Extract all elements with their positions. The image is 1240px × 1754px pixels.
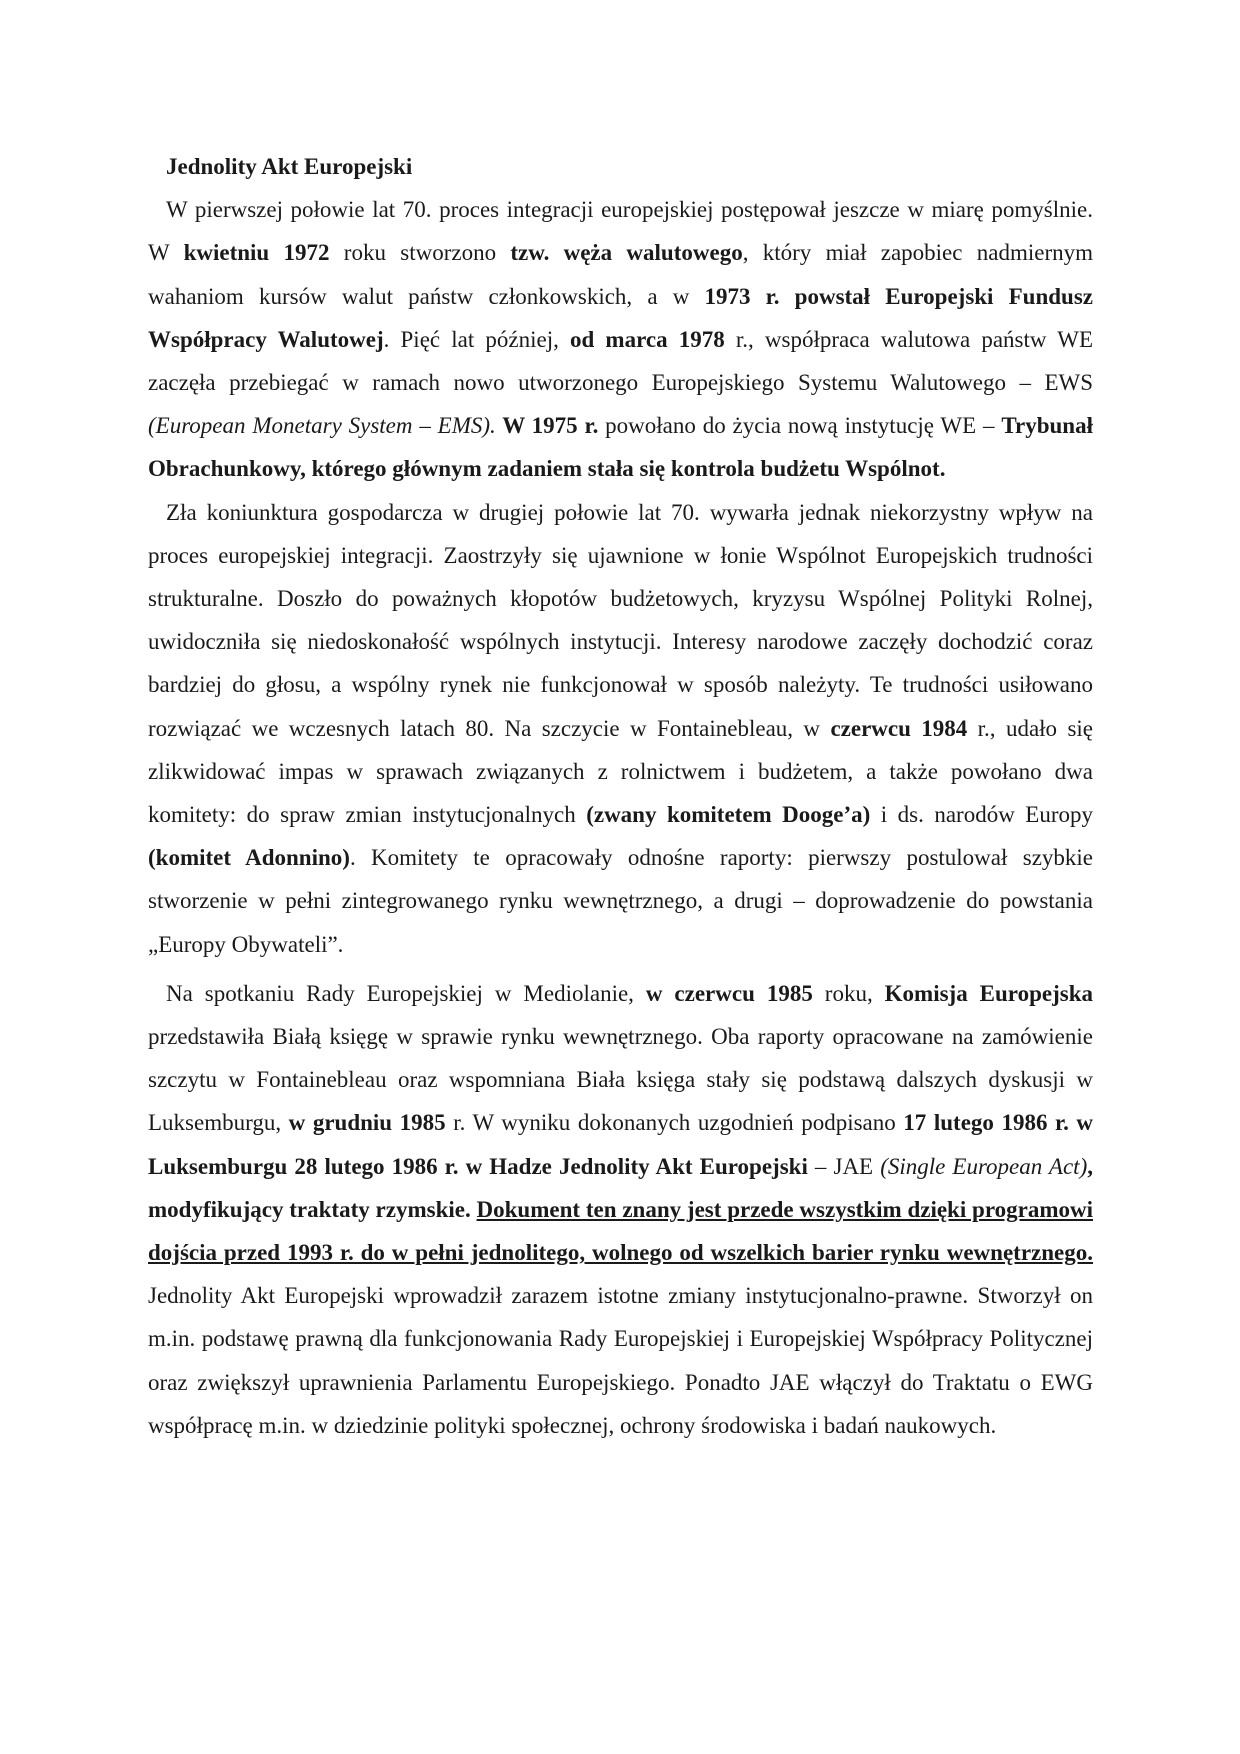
bold-text: 1973 r. powstał Europejski Fundusz Współpracy Walutowej — [148, 283, 1093, 352]
text-run: . Pięć lat później, — [383, 326, 570, 352]
text-run: Zła koniunktura gospodarcza w drugiej połowie lat 70. wywarła jednak niekorzystny wpływ na proces europejskiej integracji. Zaostrzyły się ujawnione w łonie Wspólnot Europejskich trudności strukturalne. Doszło do poważnych kłopotów budżetowych, kryzysu Wspólnej Polityki Rolnej, uwidoczniła się niedoskonałość wspólnych instytucji. Interesy narodowe zaczęły dochodzić coraz bardziej do głosu, a wspólny rynek nie funkcjonował w sposób należyty. Te trudności usiłowano rozwiązać we wczesnych latach 80. Na szczycie w Fontainebleau, w — [148, 499, 1093, 741]
bold-text: kwietniu 1972 — [183, 240, 330, 266]
bold-text: , modyfikujący traktaty rzymskie. — [148, 1153, 1093, 1222]
text-run: Na spotkaniu Rady Europejskiej w Mediolanie, — [166, 980, 646, 1006]
text-run: r., współpraca walutowa państw WE zaczęła przebiegać w ramach nowo utworzonego Europejskiego Systemu Walutowego – EWS — [148, 326, 1093, 396]
bold-text: w grudniu 1985 — [288, 1110, 446, 1136]
text-run: – JAE — [807, 1153, 881, 1179]
paragraph-2 — [148, 491, 1093, 966]
text-run: roku stworzono — [329, 240, 511, 266]
text-run: powołano do życia nową instytucję WE – — [598, 413, 1002, 439]
italic-text: (Single European Act) — [880, 1153, 1088, 1179]
bold-text: od marca 1978 — [569, 326, 725, 352]
bold-text: Komisja Europejska — [884, 980, 1093, 1006]
text-run: , który miał zapobiec nadmiernym wahaniom kursów walut państw członkowskich, a w — [148, 240, 1093, 309]
italic-text: (European Monetary System – EMS). — [148, 413, 496, 439]
text-run: Jednolity Akt Europejski wprowadził zarazem istotne zmiany instytucjonalno-prawne. Stworzył on m.in. podstawę prawną dla funkcjonowania Rady Europejskiej i Europejskiej Współpracy Politycznej oraz zwiększył uprawnienia Parlamentu Europejskiego. Ponadto JAE włączył do Traktatu o EWG współpracę m.in. w dziedzinie polityki społecznej, ochrony środowiska i badań naukowych. — [148, 1283, 1093, 1438]
bold-text: (zwany komitetem Dooge’a) — [586, 802, 871, 828]
text-run: r., udało się zlikwidować impas w sprawach związanych z rolnictwem i budżetem, a także powołano dwa komitety: do spraw zmian instytucjonalnych — [148, 715, 1093, 828]
bold-text: (komitet Adonnino) — [148, 845, 350, 871]
bold-text: W 1975 r. — [495, 413, 599, 439]
bold-text: 17 lutego 1986 r. w Luksemburgu 28 lutego 1986 r. w Hadze Jednolity Akt Europejski — [148, 1110, 1094, 1179]
paragraph-3 — [148, 972, 1093, 1447]
text-run: przedstawiła Białą księgę w sprawie rynku wewnętrznego. Oba raporty opracowane na zamówienie szczytu w Fontainebleau oraz wspomniana Biała księga stały się podstawą dalszych dyskusji w Luksemburgu, — [148, 1024, 1093, 1136]
text-run: i ds. narodów Europy — [870, 802, 1093, 828]
underlined-text: Dokument ten znany jest przede wszystkim dzięki programowi dojścia przed 1993 r. do w pełni jednolitego, wolnego od wszelkich barier rynku wewnętrznego. — [148, 1196, 1093, 1266]
bold-text: czerwcu 1984 — [830, 715, 968, 741]
bold-text: tzw. węża walutowego — [510, 240, 743, 266]
bold-text: w czerwcu 1985 — [645, 980, 813, 1006]
text-run: roku, — [812, 980, 885, 1006]
text-run: W pierwszej połowie lat 70. proces integracji europejskiej postępował jeszcze w miarę pomyślnie. W — [148, 197, 1093, 266]
text-run: r. W wyniku dokonanych uzgodnień podpisano — [445, 1110, 904, 1136]
bold-text: Trybunał Obrachunkowy, którego głównym zadaniem stała się kontrola budżetu Wspólnot. — [148, 413, 1093, 482]
paragraph-1 — [148, 188, 1093, 490]
document-title: Jednolity Akt Europejski — [166, 154, 413, 179]
text-run: . Komitety te opracowały odnośne raporty: pierwszy postulował szybkie stworzenie w pełni zintegrowanego rynku wewnętrznego, a drugi – doprowadzenie do powstania „Europy Obywateli”. — [148, 845, 1094, 957]
